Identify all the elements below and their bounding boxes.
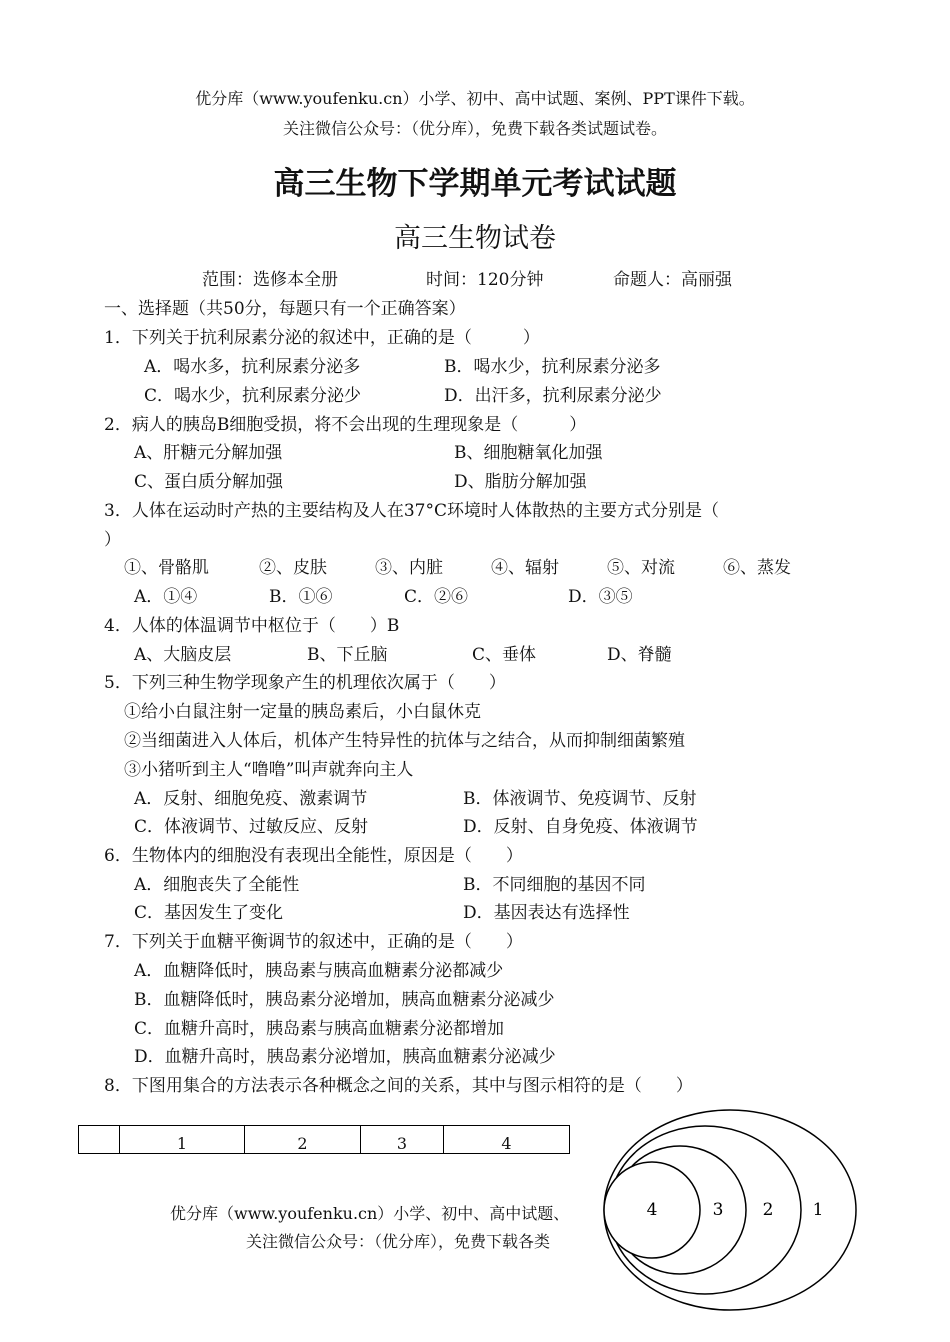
q3-item-6: ⑥、蒸发 bbox=[723, 558, 791, 578]
q1-option-a: A．喝水多，抗利尿素分泌多 bbox=[144, 357, 361, 377]
q4-stem: 4．人体的体温调节中枢位于（ ）B bbox=[104, 616, 400, 636]
q1-stem: 1．下列关于抗利尿素分泌的叙述中，正确的是（ ） bbox=[104, 328, 540, 348]
q4-option-b: B、下丘脑 bbox=[307, 645, 388, 665]
q6-option-d: D．基因表达有选择性 bbox=[463, 903, 630, 923]
venn-label-2: 2 bbox=[762, 1200, 774, 1220]
q3-option-b: B．①⑥ bbox=[269, 587, 333, 607]
table-cell-2: 2 bbox=[245, 1126, 361, 1154]
table-cell-4: 4 bbox=[444, 1126, 570, 1154]
q4-option-a: A、大脑皮层 bbox=[134, 645, 232, 665]
q3-item-5: ⑤、对流 bbox=[607, 558, 675, 578]
q3-option-a: A．①④ bbox=[134, 587, 198, 607]
q3-option-d: D．③⑤ bbox=[568, 587, 633, 607]
q2-option-a: A、肝糖元分解加强 bbox=[134, 443, 283, 463]
q3-option-c: C．②⑥ bbox=[404, 587, 469, 607]
q4-option-c: C、垂体 bbox=[472, 645, 537, 665]
q8-stem: 8．下图用集合的方法表示各种概念之间的关系，其中与图示相符的是（ ） bbox=[104, 1076, 693, 1096]
section-heading: 一、选择题（共50分，每题只有一个正确答案） bbox=[104, 299, 466, 319]
q3-stem-close: ） bbox=[104, 530, 121, 550]
table-cell-1: 1 bbox=[120, 1126, 245, 1154]
q5-phenomenon-3: ③小猪听到主人“噜噜”叫声就奔向主人 bbox=[124, 760, 414, 780]
q2-option-d: D、脂肪分解加强 bbox=[454, 472, 587, 492]
footer-line-2: 关注微信公众号：（优分库），免费下载各类 bbox=[246, 1232, 551, 1251]
q6-option-a: A．细胞丧失了全能性 bbox=[134, 875, 300, 895]
scope-range: 范围：选修本全册 bbox=[202, 270, 338, 290]
q5-option-b: B．体液调节、免疫调节、反射 bbox=[463, 789, 697, 809]
venn-label-4: 4 bbox=[646, 1200, 658, 1220]
q1-option-b: B．喝水少，抗利尿素分泌多 bbox=[444, 357, 661, 377]
q3-item-4: ④、辐射 bbox=[491, 558, 559, 578]
q6-option-c: C．基因发生了变化 bbox=[134, 903, 284, 923]
q3-item-2: ②、皮肤 bbox=[259, 558, 327, 578]
scope-time: 时间：120分钟 bbox=[426, 270, 544, 290]
header-line-1: 优分库（www.youfenku.cn）小学、初中、高中试题、案例、PPT课件下载。 bbox=[195, 89, 755, 108]
q7-option-a: A．血糖降低时，胰岛素与胰高血糖素分泌都减少 bbox=[134, 961, 504, 981]
q5-stem: 5．下列三种生物学现象产生的机理依次属于（ ） bbox=[104, 673, 506, 693]
table-cell-3: 3 bbox=[361, 1126, 444, 1154]
q3-item-1: ①、骨骼肌 bbox=[124, 558, 209, 578]
venn-label-3: 3 bbox=[712, 1200, 724, 1220]
q3-stem: 3．人体在运动时产热的主要结构及人在37°C环境时人体散热的主要方式分别是（ bbox=[104, 501, 719, 521]
page-subtitle: 高三生物试卷 bbox=[394, 223, 556, 254]
q1-option-d: D．出汗多，抗利尿素分泌少 bbox=[444, 386, 662, 406]
q3-item-3: ③、内脏 bbox=[375, 558, 443, 578]
q5-option-c: C．体液调节、过敏反应、反射 bbox=[134, 817, 369, 837]
q5-phenomenon-1: ①给小白鼠注射一定量的胰岛素后，小白鼠休克 bbox=[124, 702, 481, 722]
q4-option-d: D、脊髓 bbox=[607, 645, 672, 665]
q7-stem: 7．下列关于血糖平衡调节的叙述中，正确的是（ ） bbox=[104, 932, 523, 952]
q5-option-d: D．反射、自身免疫、体液调节 bbox=[463, 817, 698, 837]
q6-option-b: B．不同细胞的基因不同 bbox=[463, 875, 646, 895]
q7-option-d: D．血糖升高时，胰岛素分泌增加，胰高血糖素分泌减少 bbox=[134, 1047, 556, 1067]
page-title: 高三生物下学期单元考试试题 bbox=[273, 166, 677, 202]
q2-stem: 2．病人的胰岛B细胞受损，将不会出现的生理现象是（ ） bbox=[104, 415, 587, 435]
q6-stem: 6．生物体内的细胞没有表现出全能性，原因是（ ） bbox=[104, 846, 523, 866]
q5-option-a: A．反射、细胞免疫、激素调节 bbox=[134, 789, 368, 809]
footer-line-1: 优分库（www.youfenku.cn）小学、初中、高中试题、 bbox=[170, 1204, 570, 1223]
q7-option-b: B．血糖降低时，胰岛素分泌增加，胰高血糖素分泌减少 bbox=[134, 990, 555, 1010]
q2-option-b: B、细胞糖氧化加强 bbox=[454, 443, 603, 463]
q1-option-c: C．喝水少，抗利尿素分泌少 bbox=[144, 386, 362, 406]
scope-author: 命题人：高丽强 bbox=[613, 270, 732, 290]
header-line-2: 关注微信公众号：（优分库），免费下载各类试题试卷。 bbox=[282, 119, 667, 138]
venn-label-1: 1 bbox=[812, 1200, 824, 1220]
q2-option-c: C、蛋白质分解加强 bbox=[134, 472, 284, 492]
q7-option-c: C．血糖升高时，胰岛素与胰高血糖素分泌都增加 bbox=[134, 1019, 505, 1039]
q5-phenomenon-2: ②当细菌进入人体后，机体产生特异性的抗体与之结合，从而抑制细菌繁殖 bbox=[124, 731, 685, 751]
